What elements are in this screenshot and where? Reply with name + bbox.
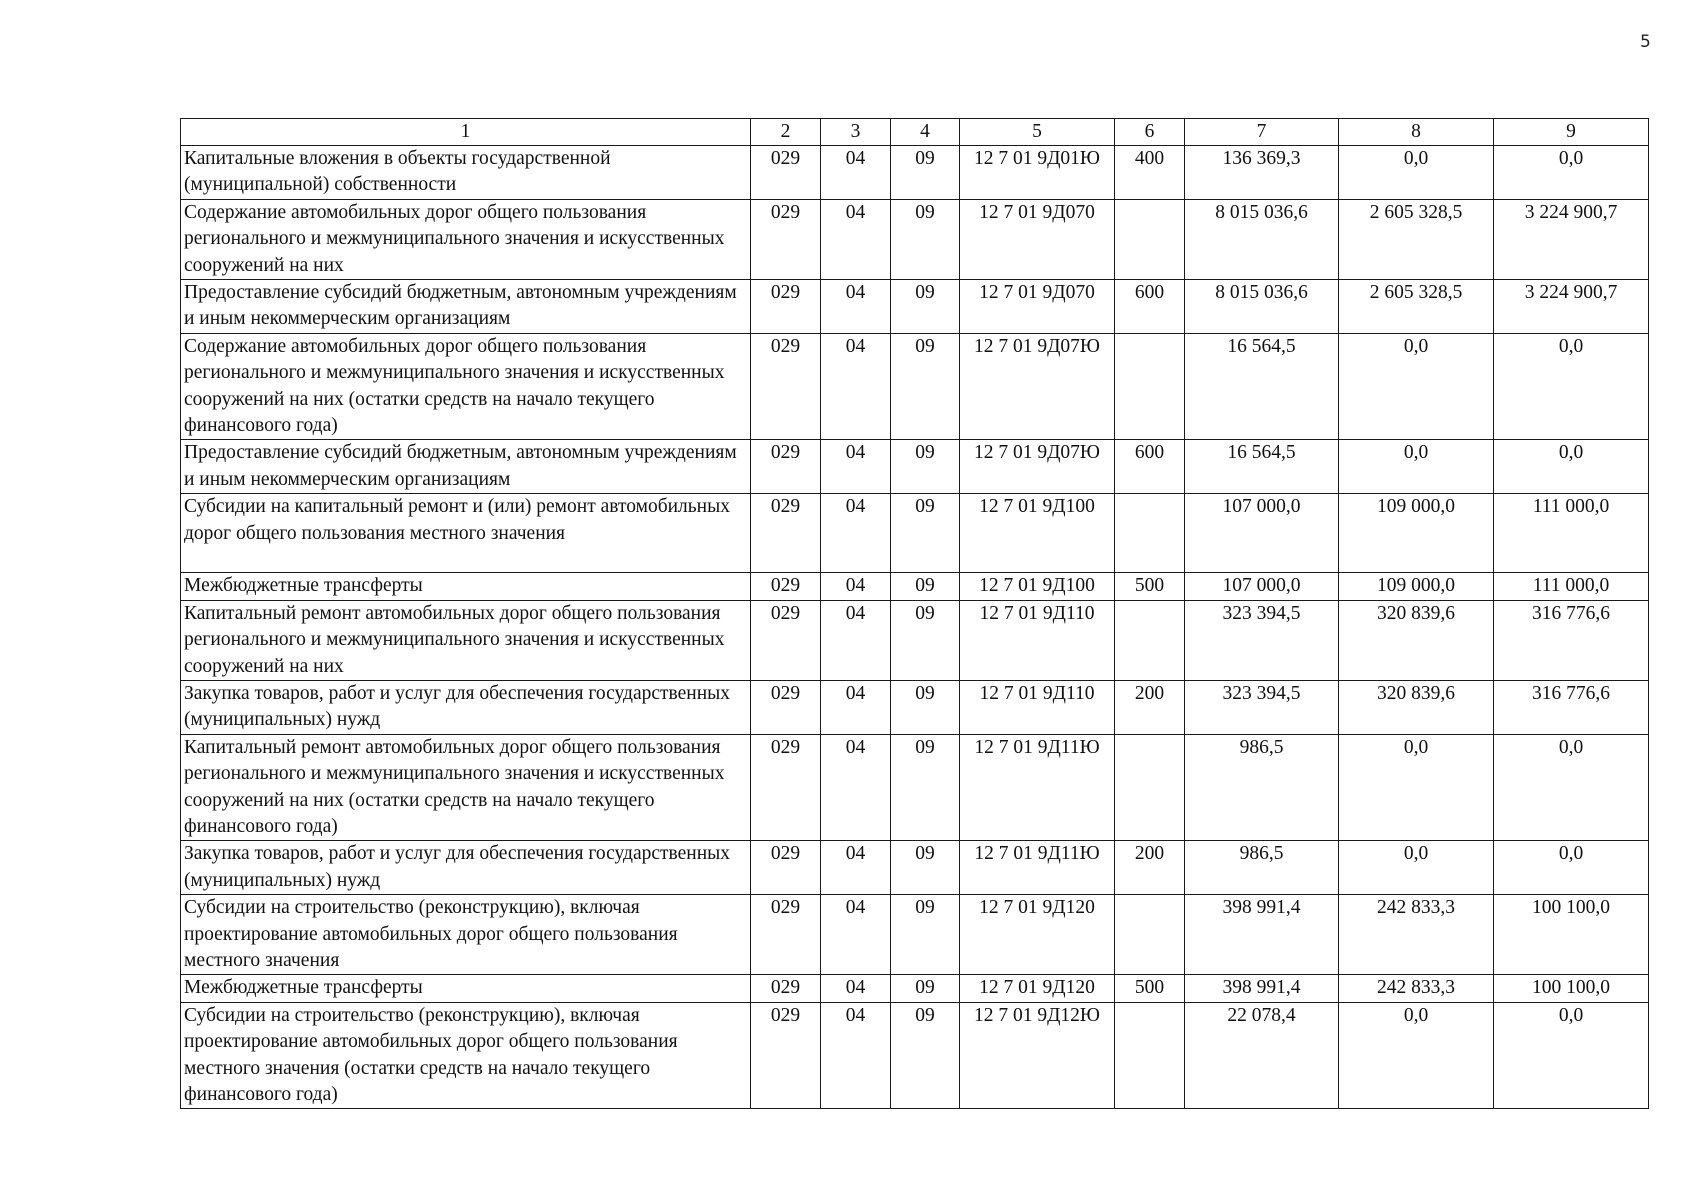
row-name: Субсидии на строительство (реконструкцию), включая проектирование автомобильных дорог общего пользования местного значения <box>181 895 751 975</box>
column-header: 8 <box>1339 119 1494 146</box>
row-name: Капитальные вложения в объекты государственной (муниципальной) собственности <box>181 146 751 200</box>
cell-subsection: 09 <box>891 199 960 279</box>
row-name: Предоставление субсидий бюджетным, автономным учреждениям и иным некоммерческим организациям <box>181 280 751 334</box>
column-header: 1 <box>181 119 751 146</box>
cell-section: 04 <box>821 895 891 975</box>
cell-ministry: 029 <box>751 734 821 841</box>
cell-section: 04 <box>821 1002 891 1109</box>
page-number: 5 <box>1640 32 1651 52</box>
cell-amount-col9: 316 776,6 <box>1494 600 1649 680</box>
column-header: 5 <box>960 119 1115 146</box>
cell-ministry: 029 <box>751 600 821 680</box>
row-name: Субсидии на капитальный ремонт и (или) ремонт автомобильных дорог общего пользования местного значения <box>181 494 751 573</box>
cell-expense-type <box>1115 600 1185 680</box>
cell-ministry: 029 <box>751 146 821 200</box>
cell-ministry: 029 <box>751 333 821 440</box>
cell-amount-col9: 100 100,0 <box>1494 975 1649 1002</box>
cell-amount-col9: 3 224 900,7 <box>1494 280 1649 334</box>
cell-amount-col9: 0,0 <box>1494 734 1649 841</box>
row-name: Межбюджетные трансферты <box>181 975 751 1002</box>
cell-section: 04 <box>821 146 891 200</box>
cell-amount-col8: 242 833,3 <box>1339 975 1494 1002</box>
cell-amount-col8: 0,0 <box>1339 146 1494 200</box>
cell-amount-col7: 8 015 036,6 <box>1185 199 1339 279</box>
cell-subsection: 09 <box>891 280 960 334</box>
cell-amount-col9: 111 000,0 <box>1494 494 1649 573</box>
cell-subsection: 09 <box>891 680 960 734</box>
table-row <box>181 680 1649 734</box>
cell-amount-col7: 323 394,5 <box>1185 680 1339 734</box>
cell-ministry: 029 <box>751 1002 821 1109</box>
column-header: 7 <box>1185 119 1339 146</box>
cell-amount-col7: 136 369,3 <box>1185 146 1339 200</box>
cell-amount-col8: 0,0 <box>1339 440 1494 494</box>
cell-section: 04 <box>821 573 891 600</box>
cell-subsection: 09 <box>891 895 960 975</box>
table-row <box>181 333 1649 440</box>
column-header: 4 <box>891 119 960 146</box>
column-header: 9 <box>1494 119 1649 146</box>
cell-amount-col9: 111 000,0 <box>1494 573 1649 600</box>
cell-target-article: 12 7 01 9Д070 <box>960 280 1115 334</box>
cell-amount-col8: 2 605 328,5 <box>1339 199 1494 279</box>
cell-amount-col7: 398 991,4 <box>1185 895 1339 975</box>
cell-target-article: 12 7 01 9Д110 <box>960 600 1115 680</box>
cell-amount-col9: 100 100,0 <box>1494 895 1649 975</box>
cell-expense-type: 400 <box>1115 146 1185 200</box>
cell-amount-col7: 986,5 <box>1185 841 1339 895</box>
cell-amount-col8: 0,0 <box>1339 734 1494 841</box>
row-name: Закупка товаров, работ и услуг для обеспечения государственных (муниципальных) нужд <box>181 841 751 895</box>
cell-amount-col7: 107 000,0 <box>1185 494 1339 573</box>
cell-target-article: 12 7 01 9Д070 <box>960 199 1115 279</box>
cell-target-article: 12 7 01 9Д07Ю <box>960 440 1115 494</box>
cell-subsection: 09 <box>891 440 960 494</box>
cell-amount-col8: 2 605 328,5 <box>1339 280 1494 334</box>
cell-target-article: 12 7 01 9Д01Ю <box>960 146 1115 200</box>
column-header: 6 <box>1115 119 1185 146</box>
row-name: Капитальный ремонт автомобильных дорог общего пользования регионального и межмуниципального значения и искусственных сооружений на них (остатки средств на начало текущего финансового года) <box>181 734 751 841</box>
cell-section: 04 <box>821 734 891 841</box>
cell-amount-col8: 0,0 <box>1339 1002 1494 1109</box>
cell-amount-col8: 0,0 <box>1339 333 1494 440</box>
cell-ministry: 029 <box>751 975 821 1002</box>
cell-amount-col9: 0,0 <box>1494 440 1649 494</box>
cell-amount-col8: 320 839,6 <box>1339 600 1494 680</box>
row-name: Содержание автомобильных дорог общего пользования регионального и межмуниципального значения и искусственных сооружений на них <box>181 199 751 279</box>
table-row <box>181 895 1649 975</box>
cell-amount-col7: 398 991,4 <box>1185 975 1339 1002</box>
cell-amount-col8: 242 833,3 <box>1339 895 1494 975</box>
table-row <box>181 573 1649 600</box>
cell-amount-col9: 3 224 900,7 <box>1494 199 1649 279</box>
cell-section: 04 <box>821 841 891 895</box>
table-row <box>181 1002 1649 1109</box>
cell-target-article: 12 7 01 9Д110 <box>960 680 1115 734</box>
cell-ministry: 029 <box>751 841 821 895</box>
table-row <box>181 199 1649 279</box>
cell-expense-type <box>1115 333 1185 440</box>
cell-section: 04 <box>821 494 891 573</box>
cell-subsection: 09 <box>891 333 960 440</box>
cell-ministry: 029 <box>751 573 821 600</box>
cell-subsection: 09 <box>891 975 960 1002</box>
cell-amount-col8: 0,0 <box>1339 841 1494 895</box>
budget-table <box>180 118 1649 1109</box>
cell-amount-col9: 0,0 <box>1494 333 1649 440</box>
cell-amount-col7: 8 015 036,6 <box>1185 280 1339 334</box>
cell-expense-type: 500 <box>1115 573 1185 600</box>
cell-subsection: 09 <box>891 841 960 895</box>
cell-expense-type <box>1115 1002 1185 1109</box>
cell-target-article: 12 7 01 9Д120 <box>960 895 1115 975</box>
cell-subsection: 09 <box>891 573 960 600</box>
cell-amount-col7: 986,5 <box>1185 734 1339 841</box>
cell-section: 04 <box>821 975 891 1002</box>
row-name: Предоставление субсидий бюджетным, автономным учреждениям и иным некоммерческим организациям <box>181 440 751 494</box>
cell-ministry: 029 <box>751 280 821 334</box>
cell-expense-type: 600 <box>1115 280 1185 334</box>
cell-subsection: 09 <box>891 734 960 841</box>
cell-expense-type <box>1115 494 1185 573</box>
cell-section: 04 <box>821 600 891 680</box>
cell-amount-col7: 16 564,5 <box>1185 333 1339 440</box>
cell-target-article: 12 7 01 9Д100 <box>960 494 1115 573</box>
cell-ministry: 029 <box>751 680 821 734</box>
cell-target-article: 12 7 01 9Д100 <box>960 573 1115 600</box>
cell-subsection: 09 <box>891 494 960 573</box>
cell-section: 04 <box>821 333 891 440</box>
header-row <box>181 119 1649 146</box>
cell-target-article: 12 7 01 9Д120 <box>960 975 1115 1002</box>
cell-section: 04 <box>821 440 891 494</box>
table-row <box>181 146 1649 200</box>
cell-target-article: 12 7 01 9Д07Ю <box>960 333 1115 440</box>
cell-target-article: 12 7 01 9Д11Ю <box>960 841 1115 895</box>
row-name: Закупка товаров, работ и услуг для обеспечения государственных (муниципальных) нужд <box>181 680 751 734</box>
table-row <box>181 975 1649 1002</box>
cell-amount-col9: 316 776,6 <box>1494 680 1649 734</box>
cell-ministry: 029 <box>751 494 821 573</box>
column-header: 2 <box>751 119 821 146</box>
table-row <box>181 600 1649 680</box>
cell-ministry: 029 <box>751 895 821 975</box>
cell-amount-col9: 0,0 <box>1494 1002 1649 1109</box>
cell-amount-col7: 16 564,5 <box>1185 440 1339 494</box>
cell-amount-col7: 107 000,0 <box>1185 573 1339 600</box>
cell-expense-type: 200 <box>1115 680 1185 734</box>
cell-expense-type <box>1115 199 1185 279</box>
cell-section: 04 <box>821 199 891 279</box>
cell-ministry: 029 <box>751 199 821 279</box>
cell-section: 04 <box>821 280 891 334</box>
cell-subsection: 09 <box>891 146 960 200</box>
table-row <box>181 841 1649 895</box>
cell-section: 04 <box>821 680 891 734</box>
cell-amount-col9: 0,0 <box>1494 146 1649 200</box>
column-header: 3 <box>821 119 891 146</box>
cell-target-article: 12 7 01 9Д11Ю <box>960 734 1115 841</box>
cell-ministry: 029 <box>751 440 821 494</box>
cell-amount-col8: 109 000,0 <box>1339 494 1494 573</box>
table-row <box>181 494 1649 573</box>
cell-target-article: 12 7 01 9Д12Ю <box>960 1002 1115 1109</box>
cell-expense-type <box>1115 734 1185 841</box>
row-name: Содержание автомобильных дорог общего пользования регионального и межмуниципального значения и искусственных сооружений на них (остатки средств на начало текущего финансового года) <box>181 333 751 440</box>
cell-amount-col9: 0,0 <box>1494 841 1649 895</box>
row-name: Субсидии на строительство (реконструкцию), включая проектирование автомобильных дорог общего пользования местного значения (остатки средств на начало текущего финансового года) <box>181 1002 751 1109</box>
row-name: Капитальный ремонт автомобильных дорог общего пользования регионального и межмуниципального значения и искусственных сооружений на них <box>181 600 751 680</box>
cell-expense-type: 500 <box>1115 975 1185 1002</box>
table-row <box>181 280 1649 334</box>
table-row <box>181 734 1649 841</box>
cell-subsection: 09 <box>891 600 960 680</box>
cell-amount-col7: 323 394,5 <box>1185 600 1339 680</box>
cell-subsection: 09 <box>891 1002 960 1109</box>
cell-amount-col8: 320 839,6 <box>1339 680 1494 734</box>
cell-expense-type <box>1115 895 1185 975</box>
cell-expense-type: 600 <box>1115 440 1185 494</box>
row-name: Межбюджетные трансферты <box>181 573 751 600</box>
cell-expense-type: 200 <box>1115 841 1185 895</box>
cell-amount-col8: 109 000,0 <box>1339 573 1494 600</box>
table-row <box>181 440 1649 494</box>
cell-amount-col7: 22 078,4 <box>1185 1002 1339 1109</box>
